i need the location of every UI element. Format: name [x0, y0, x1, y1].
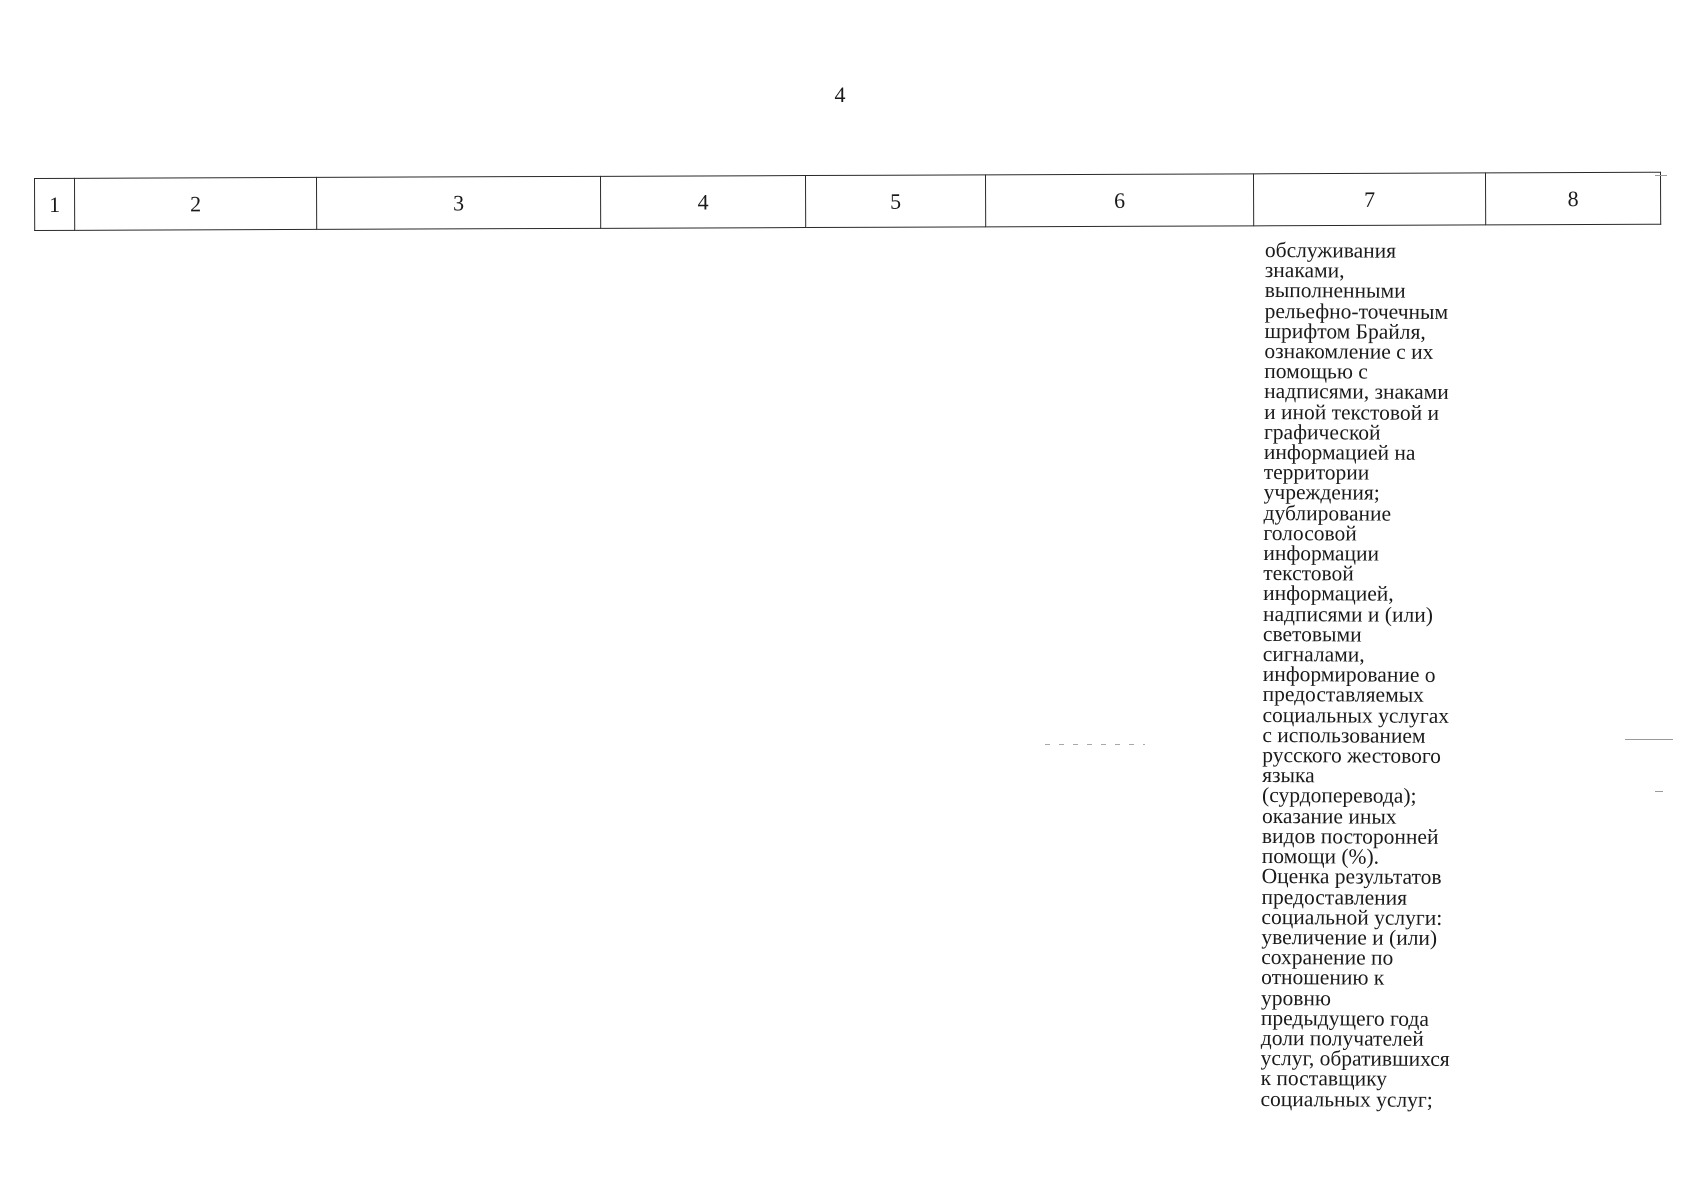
- column-number-7: 7: [1253, 173, 1485, 226]
- column-number-2: 2: [75, 177, 317, 230]
- table-header-row: [34, 172, 1661, 231]
- column-number-8: 8: [1485, 172, 1660, 225]
- scan-artifact: [1655, 175, 1667, 176]
- column-number-5: 5: [805, 175, 985, 228]
- scan-artifact: [1655, 791, 1663, 792]
- scan-artifact: [1045, 744, 1145, 745]
- column-7-cell-text: обслуживания знаками, выполненными рельефно-точечным шрифтом Брайля, ознакомление с их помощью с надписями, знаками и иной текстовой и графической информацией на территории учреждения; дублирование голосовой информации текстовой информацией, надписями и (или) световыми сигналами, информирование о предоставляемых социальных услугах с использованием русского жестового языка (сурдоперевода); оказание иных видов посторонней помощи (%). Оценка результатов предоставления социальной услуги: увеличение и (или) сохранение по отношению к уровню предыдущего года доли получателей услуг, обратившихся к поставщику социальных услуг;: [1260, 238, 1450, 1112]
- column-number-3: 3: [316, 176, 600, 229]
- column-number-1: 1: [35, 178, 75, 230]
- table-row: [35, 172, 1661, 230]
- page-number: 4: [834, 82, 846, 107]
- column-number-6: 6: [985, 174, 1253, 227]
- scan-artifact: [1625, 739, 1673, 740]
- column-number-4: 4: [600, 176, 805, 229]
